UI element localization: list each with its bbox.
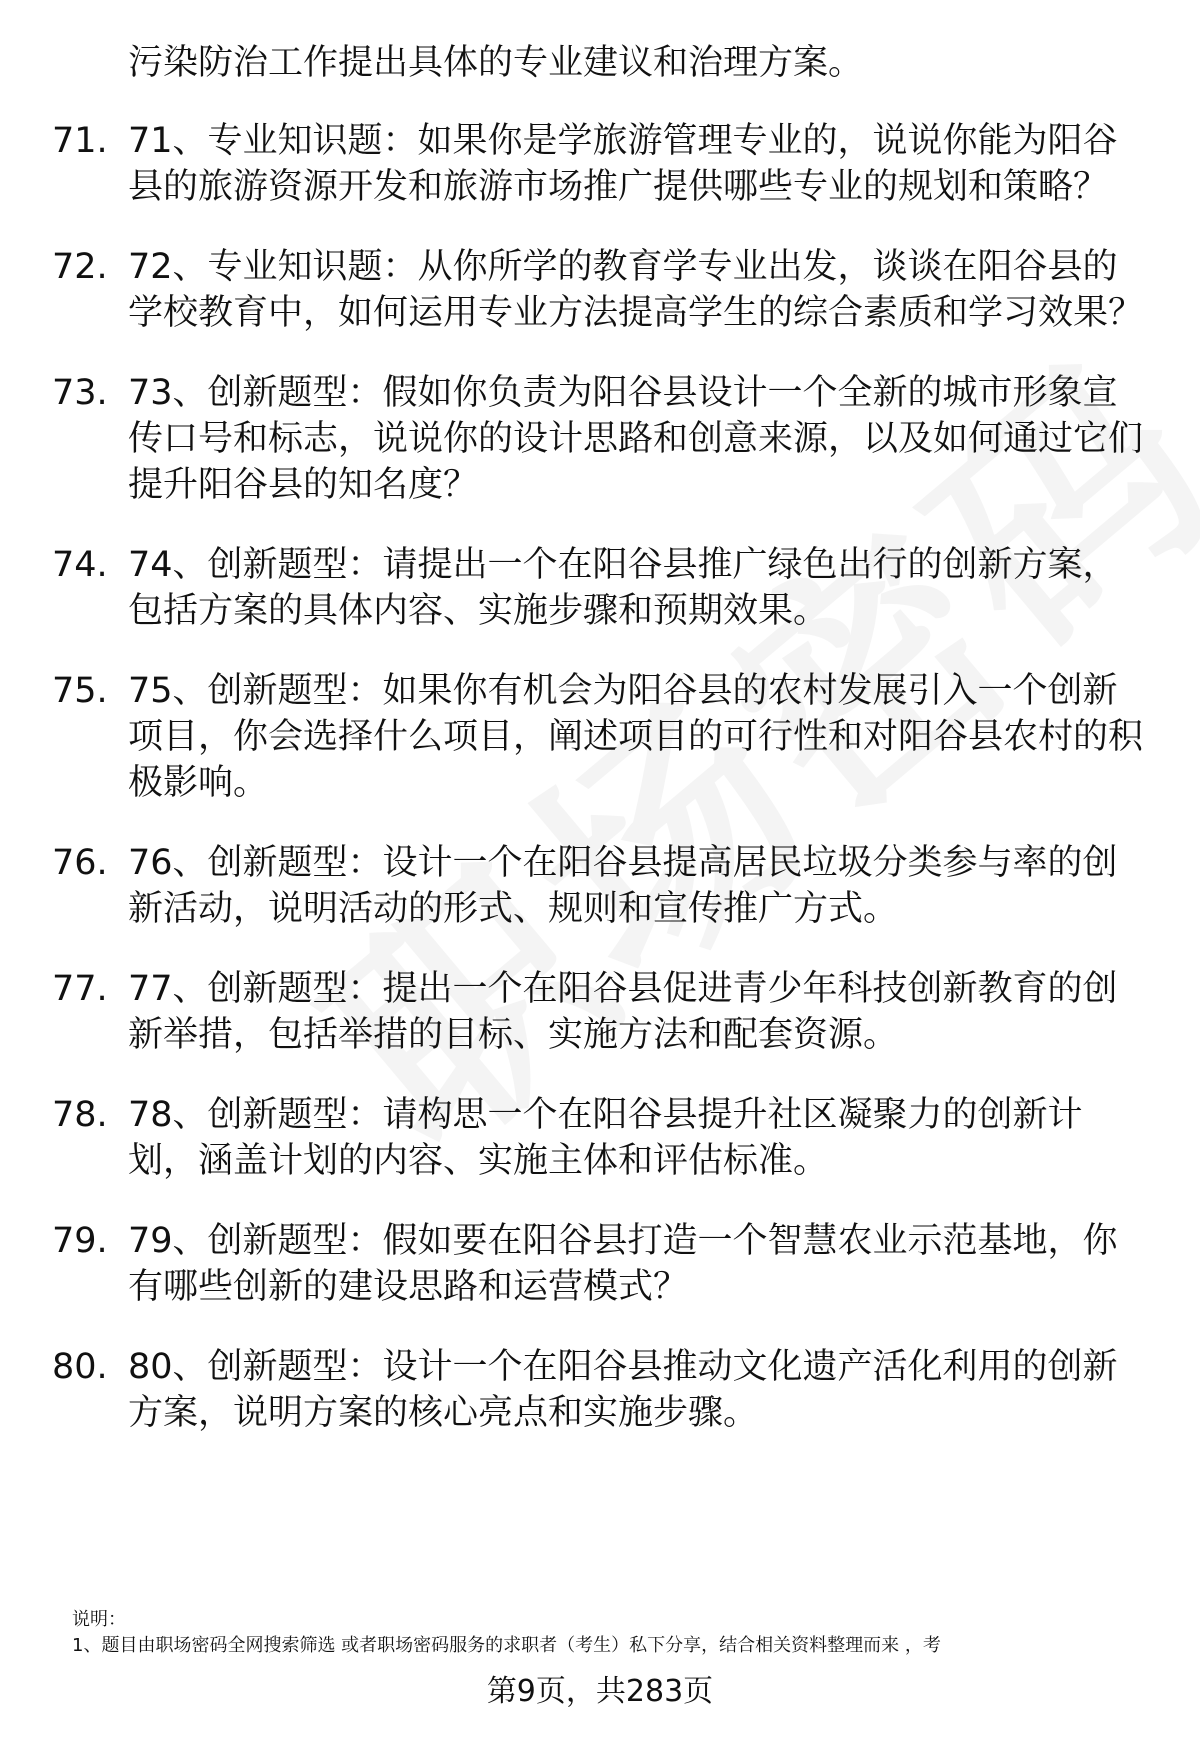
item-text: 80、创新题型：设计一个在阳谷县推动文化遗产活化利用的创新方案，说明方案的核心亮点和实施步骤。 (128, 1347, 1118, 1433)
continuation-text: 污染防治工作提出具体的专业建议和治理方案。 (128, 43, 864, 83)
list-item (52, 1092, 1152, 1184)
question-list (52, 40, 1152, 1470)
page-number: 第9页，共283页 (486, 1674, 714, 1709)
item-number: 78. (52, 1095, 108, 1135)
list-item (52, 840, 1152, 932)
item-text: 72、专业知识题：从你所学的教育学专业出发，谈谈在阳谷县的学校教育中，如何运用专业方法提高学生的综合素质和学习效果？ (128, 247, 1144, 333)
list-item (52, 542, 1152, 634)
item-number: 72. (52, 247, 108, 287)
item-text: 79、创新题型：假如要在阳谷县打造一个智慧农业示范基地，你有哪些创新的建设思路和运营模式？ (128, 1221, 1118, 1307)
item-text: 78、创新题型：请构思一个在阳谷县提升社区凝聚力的创新计划，涵盖计划的内容、实施主体和评估标准。 (128, 1095, 1083, 1181)
item-number: 73. (52, 373, 108, 413)
notes-line: 1、题目由职场密码全网搜索筛选 或者职场密码服务的求职者（考生）私下分享，结合相关资料整理而来 ，考 (72, 1635, 941, 1656)
item-text: 76、创新题型：设计一个在阳谷县提高居民垃圾分类参与率的创新活动，说明活动的形式、规则和宣传推广方式。 (128, 843, 1118, 929)
item-number: 77. (52, 969, 108, 1009)
notes-label: 说明： (72, 1609, 126, 1630)
item-number: 80. (52, 1347, 108, 1387)
item-text: 73、创新题型：假如你负责为阳谷县设计一个全新的城市形象宣传口号和标志，说说你的设计思路和创意来源，以及如何通过它们提升阳谷县的知名度？ (128, 373, 1144, 505)
item-number: 75. (52, 671, 108, 711)
list-item (52, 668, 1152, 806)
list-item (52, 244, 1152, 336)
item-text: 71、专业知识题：如果你是学旅游管理专业的，说说你能为阳谷县的旅游资源开发和旅游市场推广提供哪些专业的规划和策略？ (128, 121, 1118, 207)
item-number: 71. (52, 121, 108, 161)
item-number: 74. (52, 545, 108, 585)
list-item (52, 118, 1152, 210)
item-number: 79. (52, 1221, 108, 1261)
item-number: 76. (52, 843, 108, 883)
list-item (52, 1218, 1152, 1310)
list-item (52, 370, 1152, 508)
list-item (52, 1344, 1152, 1436)
item-text: 77、创新题型：提出一个在阳谷县促进青少年科技创新教育的创新举措，包括举措的目标、实施方法和配套资源。 (128, 969, 1118, 1055)
notes-section (72, 1607, 1162, 1659)
list-item (52, 966, 1152, 1058)
item-text: 75、创新题型：如果你有机会为阳谷县的农村发展引入一个创新项目，你会选择什么项目，阐述项目的可行性和对阳谷县农村的积极影响。 (128, 671, 1144, 803)
item-text: 74、创新题型：请提出一个在阳谷县推广绿色出行的创新方案，包括方案的具体内容、实施步骤和预期效果。 (128, 545, 1118, 631)
